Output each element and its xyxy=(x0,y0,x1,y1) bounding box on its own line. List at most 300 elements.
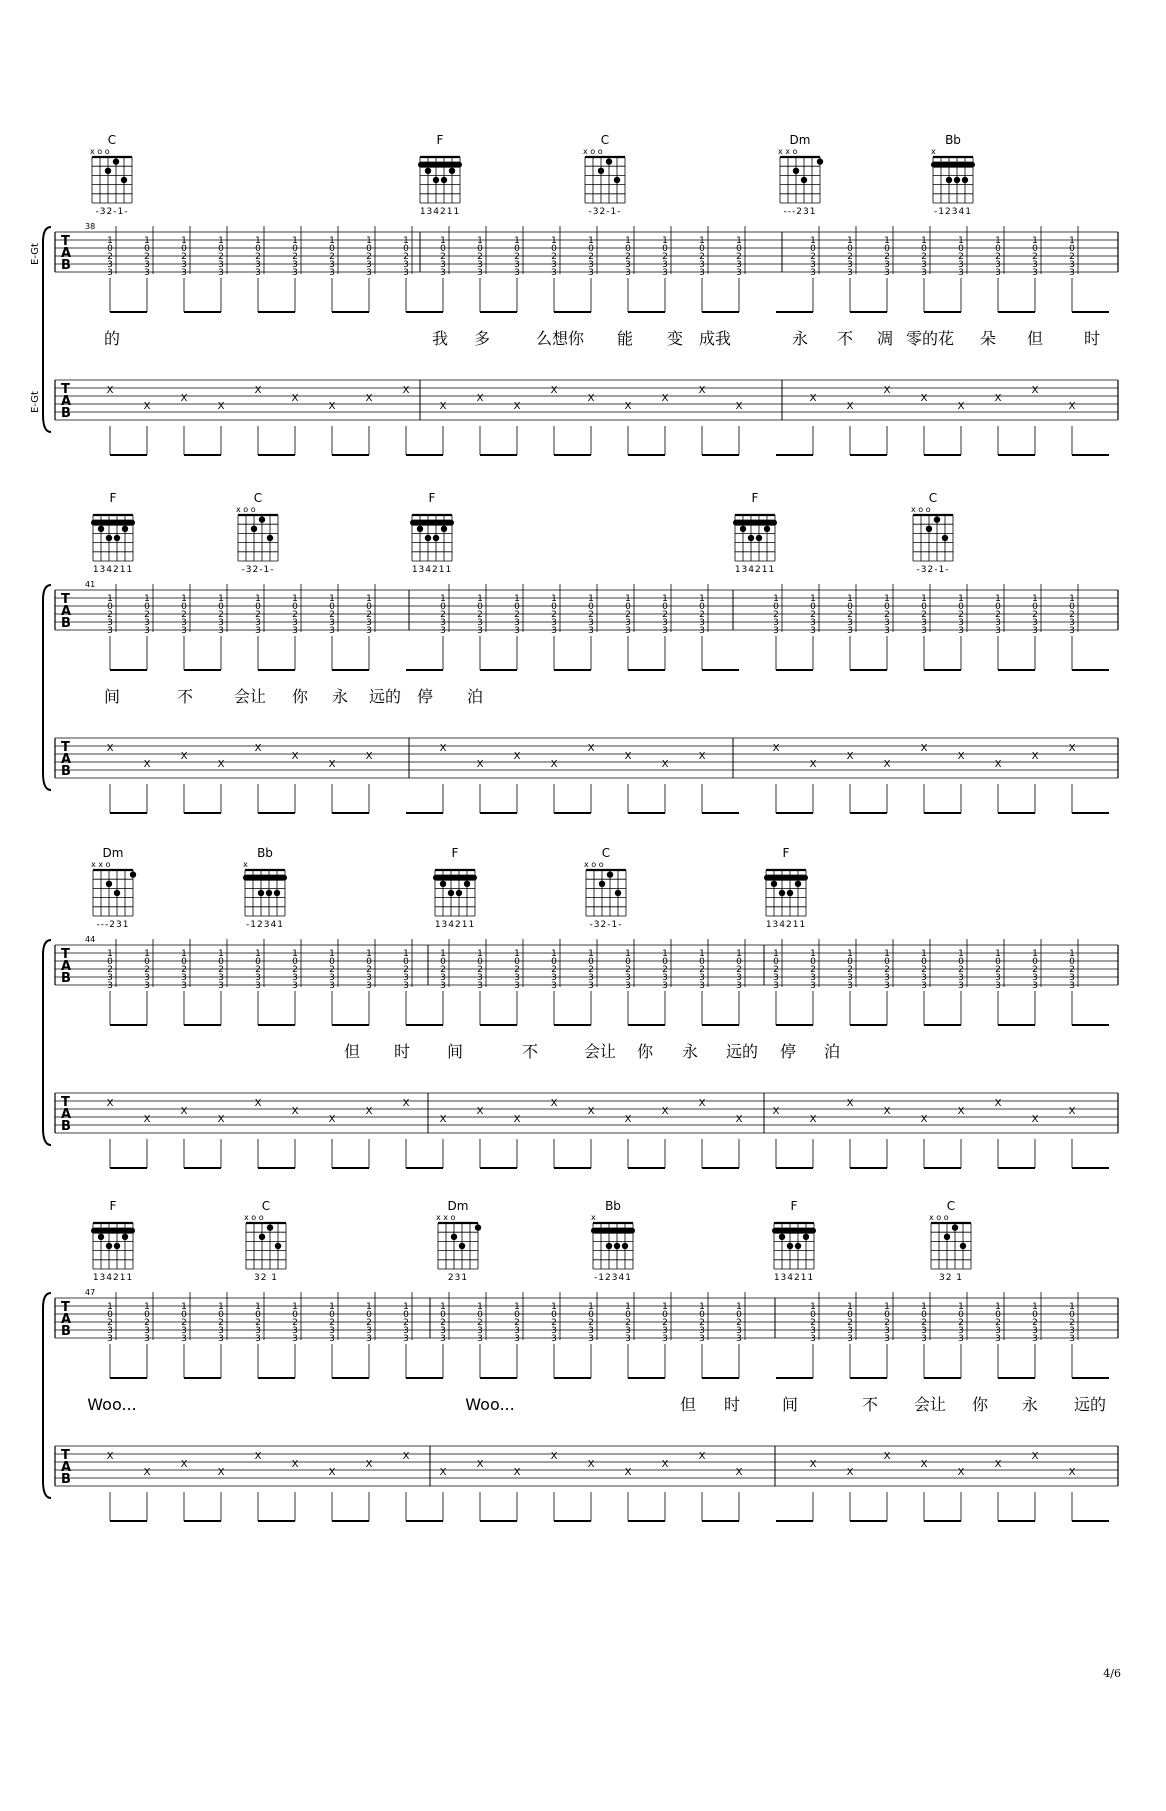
fret-digit: 3 xyxy=(292,1326,298,1336)
fret-digit: 2 xyxy=(921,1318,927,1328)
lyric-syllable: 间 xyxy=(781,1395,799,1414)
finger-dot xyxy=(954,177,960,183)
fret-digit: 2 xyxy=(847,1318,853,1328)
muted-note: X xyxy=(328,401,336,412)
fret-digit: 0 xyxy=(699,602,705,612)
fret-digit: 3 xyxy=(1032,618,1038,628)
fret-digit: 3 xyxy=(1069,1326,1075,1336)
fret-digit: 2 xyxy=(107,610,113,620)
fret-digit: 3 xyxy=(1069,268,1075,278)
fret-digit: 3 xyxy=(958,1334,964,1344)
lyric-syllable: 停 xyxy=(779,1042,797,1061)
fret-digit: 2 xyxy=(958,965,964,975)
fret-digit: 2 xyxy=(662,1318,668,1328)
fret-digit: 3 xyxy=(551,973,557,983)
lyric-syllable: 远的 xyxy=(725,1042,759,1061)
fret-digit: 2 xyxy=(181,610,187,620)
fret-digit: 1 xyxy=(588,236,594,246)
lyric-syllable: 远的 xyxy=(1073,1395,1107,1414)
fret-digit: 0 xyxy=(921,244,927,254)
fret-digit: 3 xyxy=(699,260,705,270)
muted-note: X xyxy=(254,1098,262,1109)
fret-digit: 2 xyxy=(255,610,261,620)
finger-dot xyxy=(942,535,948,541)
chord-diagram-f xyxy=(733,491,777,575)
fret-digit: 3 xyxy=(292,618,298,628)
lyric-syllable: 但 xyxy=(343,1042,361,1061)
finger-numbers: -12341 xyxy=(934,207,972,217)
fret-digit: 1 xyxy=(921,236,927,246)
fret-digit: 3 xyxy=(921,626,927,636)
fret-digit: 1 xyxy=(440,236,446,246)
muted-note: X xyxy=(698,1451,706,1462)
fret-digit: 3 xyxy=(773,626,779,636)
fret-digit: 3 xyxy=(255,1334,261,1344)
fret-digit: 1 xyxy=(292,1302,298,1312)
fret-digit: 3 xyxy=(1032,626,1038,636)
fret-digit: 2 xyxy=(921,610,927,620)
chord-diagram-c xyxy=(584,846,626,930)
open-string-marks: x o o xyxy=(236,505,256,514)
fret-digit: 2 xyxy=(107,252,113,262)
fret-digit: 3 xyxy=(625,268,631,278)
fret-digit: 2 xyxy=(995,610,1001,620)
muted-note: X xyxy=(1031,1451,1039,1462)
fret-digit: 2 xyxy=(403,252,409,262)
tab-clef-letter: A xyxy=(61,752,72,767)
fret-digit: 2 xyxy=(292,965,298,975)
fret-digit: 3 xyxy=(662,268,668,278)
finger-numbers: 134211 xyxy=(765,920,807,930)
finger-dot xyxy=(787,1243,793,1249)
open-string-marks: x xyxy=(591,1213,596,1222)
finger-dot xyxy=(756,535,762,541)
fret-digit: 2 xyxy=(662,965,668,975)
finger-dot xyxy=(801,177,807,183)
fret-digit: 3 xyxy=(181,1334,187,1344)
muted-note: X xyxy=(106,743,114,754)
fret-digit: 2 xyxy=(107,1318,113,1328)
fret-digit: 3 xyxy=(625,1334,631,1344)
fret-digit: 1 xyxy=(588,949,594,959)
fret-digit: 3 xyxy=(1069,618,1075,628)
fret-digit: 1 xyxy=(810,949,816,959)
lyric-syllable: 多 xyxy=(473,329,491,348)
fret-digit: 3 xyxy=(144,618,150,628)
muted-note: X xyxy=(957,1467,965,1478)
finger-dot xyxy=(960,1243,966,1249)
fret-digit: 3 xyxy=(551,626,557,636)
fret-digit: 2 xyxy=(736,965,742,975)
fret-digit: 3 xyxy=(1032,973,1038,983)
fret-digit: 2 xyxy=(477,965,483,975)
fret-digit: 1 xyxy=(366,949,372,959)
muted-note: X xyxy=(1068,743,1076,754)
fret-digit: 0 xyxy=(551,244,557,254)
fret-digit: 3 xyxy=(144,981,150,991)
fret-digit: 0 xyxy=(292,1310,298,1320)
chord-name: F xyxy=(109,491,117,505)
fret-digit: 3 xyxy=(477,981,483,991)
fret-digit: 2 xyxy=(551,965,557,975)
fret-digit: 3 xyxy=(403,268,409,278)
measure-number: 44 xyxy=(85,935,96,944)
fret-digit: 3 xyxy=(514,1334,520,1344)
fret-digit: 3 xyxy=(588,260,594,270)
fret-digit: 3 xyxy=(440,981,446,991)
fret-digit: 2 xyxy=(958,252,964,262)
chord-diagram-bb xyxy=(591,1199,635,1283)
finger-dot xyxy=(475,1224,481,1230)
muted-note: X xyxy=(365,751,373,762)
tab-clef-letter: A xyxy=(61,246,72,261)
muted-note: X xyxy=(550,1098,558,1109)
muted-note: X xyxy=(661,1459,669,1470)
chord-diagram-f xyxy=(772,1199,816,1283)
chord-name: Dm xyxy=(447,1199,469,1213)
fret-digit: 2 xyxy=(255,965,261,975)
finger-numbers: 134211 xyxy=(434,920,476,930)
muted-note: X xyxy=(217,759,225,770)
muted-note: X xyxy=(587,1106,595,1117)
fret-digit: 0 xyxy=(218,602,224,612)
chord-name: C xyxy=(261,1199,271,1213)
fret-digit: 3 xyxy=(921,973,927,983)
fret-digit: 1 xyxy=(921,949,927,959)
muted-note: X xyxy=(291,393,299,404)
fret-digit: 0 xyxy=(477,1310,483,1320)
fret-digit: 0 xyxy=(625,957,631,967)
muted-note: X xyxy=(513,1114,521,1125)
finger-dot xyxy=(433,535,439,541)
fret-digit: 3 xyxy=(329,981,335,991)
fret-digit: 3 xyxy=(847,981,853,991)
fret-digit: 0 xyxy=(1069,602,1075,612)
muted-note: X xyxy=(624,751,632,762)
fret-digit: 2 xyxy=(958,1318,964,1328)
chord-diagram-f xyxy=(91,491,135,575)
fret-digit: 2 xyxy=(144,252,150,262)
fret-digit: 2 xyxy=(366,1318,372,1328)
muted-note: X xyxy=(550,759,558,770)
fret-digit: 3 xyxy=(329,1334,335,1344)
fret-digit: 0 xyxy=(736,957,742,967)
fret-digit: 3 xyxy=(144,1334,150,1344)
fret-digit: 0 xyxy=(810,244,816,254)
muted-note: X xyxy=(217,1467,225,1478)
fret-digit: 1 xyxy=(514,594,520,604)
fret-digit: 1 xyxy=(625,236,631,246)
muted-note: X xyxy=(883,1106,891,1117)
finger-dot xyxy=(98,1234,104,1240)
fret-digit: 3 xyxy=(181,260,187,270)
fret-digit: 3 xyxy=(699,1334,705,1344)
tab-clef-letter: T xyxy=(61,382,70,397)
fret-digit: 3 xyxy=(107,618,113,628)
barre-mark xyxy=(91,520,135,526)
fret-digit: 1 xyxy=(477,949,483,959)
finger-numbers: -12341 xyxy=(594,1273,632,1283)
finger-dot xyxy=(259,516,265,522)
fret-digit: 3 xyxy=(477,626,483,636)
fret-digit: 3 xyxy=(662,626,668,636)
muted-note: X xyxy=(254,1451,262,1462)
fret-digit: 2 xyxy=(588,1318,594,1328)
fret-digit: 2 xyxy=(514,965,520,975)
fret-digit: 3 xyxy=(699,268,705,278)
fret-digit: 3 xyxy=(625,626,631,636)
fret-digit: 0 xyxy=(884,957,890,967)
finger-dot xyxy=(275,1243,281,1249)
finger-dot xyxy=(464,881,470,887)
fret-digit: 3 xyxy=(144,626,150,636)
fret-digit: 3 xyxy=(958,626,964,636)
fret-digit: 1 xyxy=(995,949,1001,959)
fret-digit: 3 xyxy=(107,268,113,278)
lyric-syllable: 变 xyxy=(666,329,684,348)
fret-digit: 0 xyxy=(329,1310,335,1320)
finger-dot xyxy=(451,1234,457,1240)
fret-digit: 1 xyxy=(625,949,631,959)
fret-digit: 3 xyxy=(366,260,372,270)
fret-digit: 2 xyxy=(551,252,557,262)
barre-mark xyxy=(931,162,975,168)
fret-digit: 3 xyxy=(366,626,372,636)
fret-digit: 1 xyxy=(551,1302,557,1312)
fret-digit: 0 xyxy=(625,244,631,254)
fret-digit: 0 xyxy=(366,602,372,612)
tab-clef-letter: B xyxy=(61,1472,71,1487)
finger-dot xyxy=(779,1234,785,1240)
fret-digit: 2 xyxy=(662,610,668,620)
fret-digit: 3 xyxy=(662,1334,668,1344)
fret-digit: 3 xyxy=(255,626,261,636)
muted-note: X xyxy=(994,1098,1002,1109)
fret-digit: 0 xyxy=(662,957,668,967)
fret-digit: 0 xyxy=(107,1310,113,1320)
chord-name: F xyxy=(451,846,459,860)
muted-note: X xyxy=(513,401,521,412)
chord-name: C xyxy=(107,133,117,147)
fret-digit: 3 xyxy=(995,981,1001,991)
fret-digit: 1 xyxy=(366,236,372,246)
fret-digit: 3 xyxy=(995,268,1001,278)
fret-digit: 3 xyxy=(736,981,742,991)
fret-digit: 2 xyxy=(1032,965,1038,975)
chord-diagram-c xyxy=(929,1199,971,1283)
lyric-syllable: 永 xyxy=(1021,1395,1039,1414)
fret-digit: 3 xyxy=(551,1326,557,1336)
finger-dot xyxy=(114,535,120,541)
chord-diagram-dm xyxy=(436,1199,481,1283)
fret-digit: 1 xyxy=(551,594,557,604)
fret-digit: 3 xyxy=(514,268,520,278)
fret-digit: 0 xyxy=(921,602,927,612)
barre-mark xyxy=(733,520,777,526)
fret-digit: 2 xyxy=(699,965,705,975)
fret-digit: 3 xyxy=(255,268,261,278)
muted-note: X xyxy=(624,1114,632,1125)
fret-digit: 3 xyxy=(329,260,335,270)
finger-dot xyxy=(599,881,605,887)
fret-digit: 1 xyxy=(144,949,150,959)
fret-digit: 1 xyxy=(847,1302,853,1312)
open-string-marks: x x o xyxy=(778,147,798,156)
fret-digit: 3 xyxy=(958,1326,964,1336)
fret-digit: 3 xyxy=(995,626,1001,636)
fret-digit: 0 xyxy=(921,1310,927,1320)
muted-note: X xyxy=(698,1098,706,1109)
fret-digit: 2 xyxy=(477,610,483,620)
fret-digit: 2 xyxy=(810,1318,816,1328)
fret-digit: 3 xyxy=(144,1326,150,1336)
fret-digit: 3 xyxy=(403,981,409,991)
tab-clef-letter: T xyxy=(61,592,70,607)
fret-digit: 3 xyxy=(847,1334,853,1344)
fret-digit: 2 xyxy=(144,965,150,975)
muted-note: X xyxy=(883,1451,891,1462)
fret-digit: 2 xyxy=(440,965,446,975)
fret-digit: 0 xyxy=(107,602,113,612)
muted-note: X xyxy=(143,1114,151,1125)
finger-dot xyxy=(606,158,612,164)
lyric-syllable: 不 xyxy=(176,687,194,706)
fret-digit: 0 xyxy=(181,957,187,967)
fret-digit: 2 xyxy=(1069,965,1075,975)
fret-digit: 0 xyxy=(958,1310,964,1320)
lyric-syllable: 间 xyxy=(446,1042,464,1061)
fret-digit: 0 xyxy=(1032,244,1038,254)
fret-digit: 2 xyxy=(625,610,631,620)
fret-digit: 3 xyxy=(440,626,446,636)
fret-digit: 3 xyxy=(588,268,594,278)
fret-digit: 3 xyxy=(144,268,150,278)
fret-digit: 3 xyxy=(255,981,261,991)
fret-digit: 2 xyxy=(329,1318,335,1328)
fret-digit: 3 xyxy=(884,1334,890,1344)
fret-digit: 3 xyxy=(1069,260,1075,270)
chord-diagram-f xyxy=(410,491,454,575)
fret-digit: 0 xyxy=(810,957,816,967)
fret-digit: 1 xyxy=(551,949,557,959)
fret-digit: 3 xyxy=(551,1334,557,1344)
muted-note: X xyxy=(735,401,743,412)
open-string-marks: x x o xyxy=(436,1213,456,1222)
fret-digit: 0 xyxy=(477,602,483,612)
tab-clef-letter: B xyxy=(61,971,71,986)
finger-dot xyxy=(456,890,462,896)
fret-digit: 1 xyxy=(366,1302,372,1312)
fret-digit: 3 xyxy=(995,618,1001,628)
fret-digit: 0 xyxy=(181,1310,187,1320)
fret-digit: 3 xyxy=(699,981,705,991)
finger-numbers: -32-1- xyxy=(95,207,129,217)
fret-digit: 3 xyxy=(255,973,261,983)
fret-digit: 3 xyxy=(292,973,298,983)
finger-numbers: ---231 xyxy=(96,920,130,930)
fret-digit: 1 xyxy=(218,1302,224,1312)
open-string-marks: x xyxy=(931,147,936,156)
fret-digit: 3 xyxy=(847,618,853,628)
fret-digit: 3 xyxy=(107,973,113,983)
fret-digit: 3 xyxy=(1032,1326,1038,1336)
finger-dot xyxy=(459,1243,465,1249)
fret-digit: 3 xyxy=(218,618,224,628)
fret-digit: 0 xyxy=(218,1310,224,1320)
muted-note: X xyxy=(883,385,891,396)
fret-digit: 3 xyxy=(699,626,705,636)
finger-dot xyxy=(944,1234,950,1240)
muted-note: X xyxy=(180,393,188,404)
fret-digit: 3 xyxy=(921,268,927,278)
fret-digit: 2 xyxy=(958,610,964,620)
fret-digit: 3 xyxy=(477,268,483,278)
fret-digit: 3 xyxy=(1032,268,1038,278)
fret-digit: 1 xyxy=(551,236,557,246)
tab-clef-letter: A xyxy=(61,1107,72,1122)
tab-clef-letter: T xyxy=(61,234,70,249)
fret-digit: 3 xyxy=(588,626,594,636)
finger-dot xyxy=(130,871,136,877)
muted-note: X xyxy=(217,1114,225,1125)
fret-digit: 2 xyxy=(514,252,520,262)
measure-number: 41 xyxy=(85,580,96,589)
chord-name: Dm xyxy=(102,846,124,860)
fret-digit: 1 xyxy=(329,594,335,604)
finger-dot xyxy=(105,168,111,174)
fret-digit: 1 xyxy=(144,594,150,604)
fret-digit: 0 xyxy=(884,244,890,254)
fret-digit: 1 xyxy=(884,949,890,959)
fret-digit: 2 xyxy=(588,965,594,975)
fret-digit: 0 xyxy=(773,602,779,612)
barre-mark xyxy=(764,875,808,881)
fret-digit: 0 xyxy=(958,244,964,254)
fret-digit: 2 xyxy=(1069,1318,1075,1328)
muted-note: X xyxy=(661,1106,669,1117)
fret-digit: 3 xyxy=(699,618,705,628)
tab-clef-letter: A xyxy=(61,959,72,974)
fret-digit: 3 xyxy=(329,268,335,278)
lyric-syllable: 停 xyxy=(416,687,434,706)
fret-digit: 0 xyxy=(699,244,705,254)
fret-digit: 1 xyxy=(1032,1302,1038,1312)
fret-digit: 1 xyxy=(884,594,890,604)
fret-digit: 0 xyxy=(218,244,224,254)
fret-digit: 3 xyxy=(551,268,557,278)
fret-digit: 1 xyxy=(958,1302,964,1312)
lyric-syllable: 但 xyxy=(679,1395,697,1414)
fret-digit: 3 xyxy=(255,1326,261,1336)
muted-note: X xyxy=(772,743,780,754)
fret-digit: 1 xyxy=(625,594,631,604)
fret-digit: 1 xyxy=(107,949,113,959)
finger-dot xyxy=(952,1224,958,1230)
finger-dot xyxy=(793,168,799,174)
fret-digit: 0 xyxy=(588,244,594,254)
chord-name: C xyxy=(928,491,938,505)
fret-digit: 3 xyxy=(884,626,890,636)
fret-digit: 1 xyxy=(699,949,705,959)
open-string-marks: x o o xyxy=(244,1213,264,1222)
fret-digit: 3 xyxy=(218,981,224,991)
tab-system xyxy=(43,491,1118,813)
finger-dot xyxy=(795,1243,801,1249)
fret-digit: 3 xyxy=(477,1326,483,1336)
fret-digit: 3 xyxy=(958,618,964,628)
fret-digit: 1 xyxy=(403,949,409,959)
muted-note: X xyxy=(476,393,484,404)
